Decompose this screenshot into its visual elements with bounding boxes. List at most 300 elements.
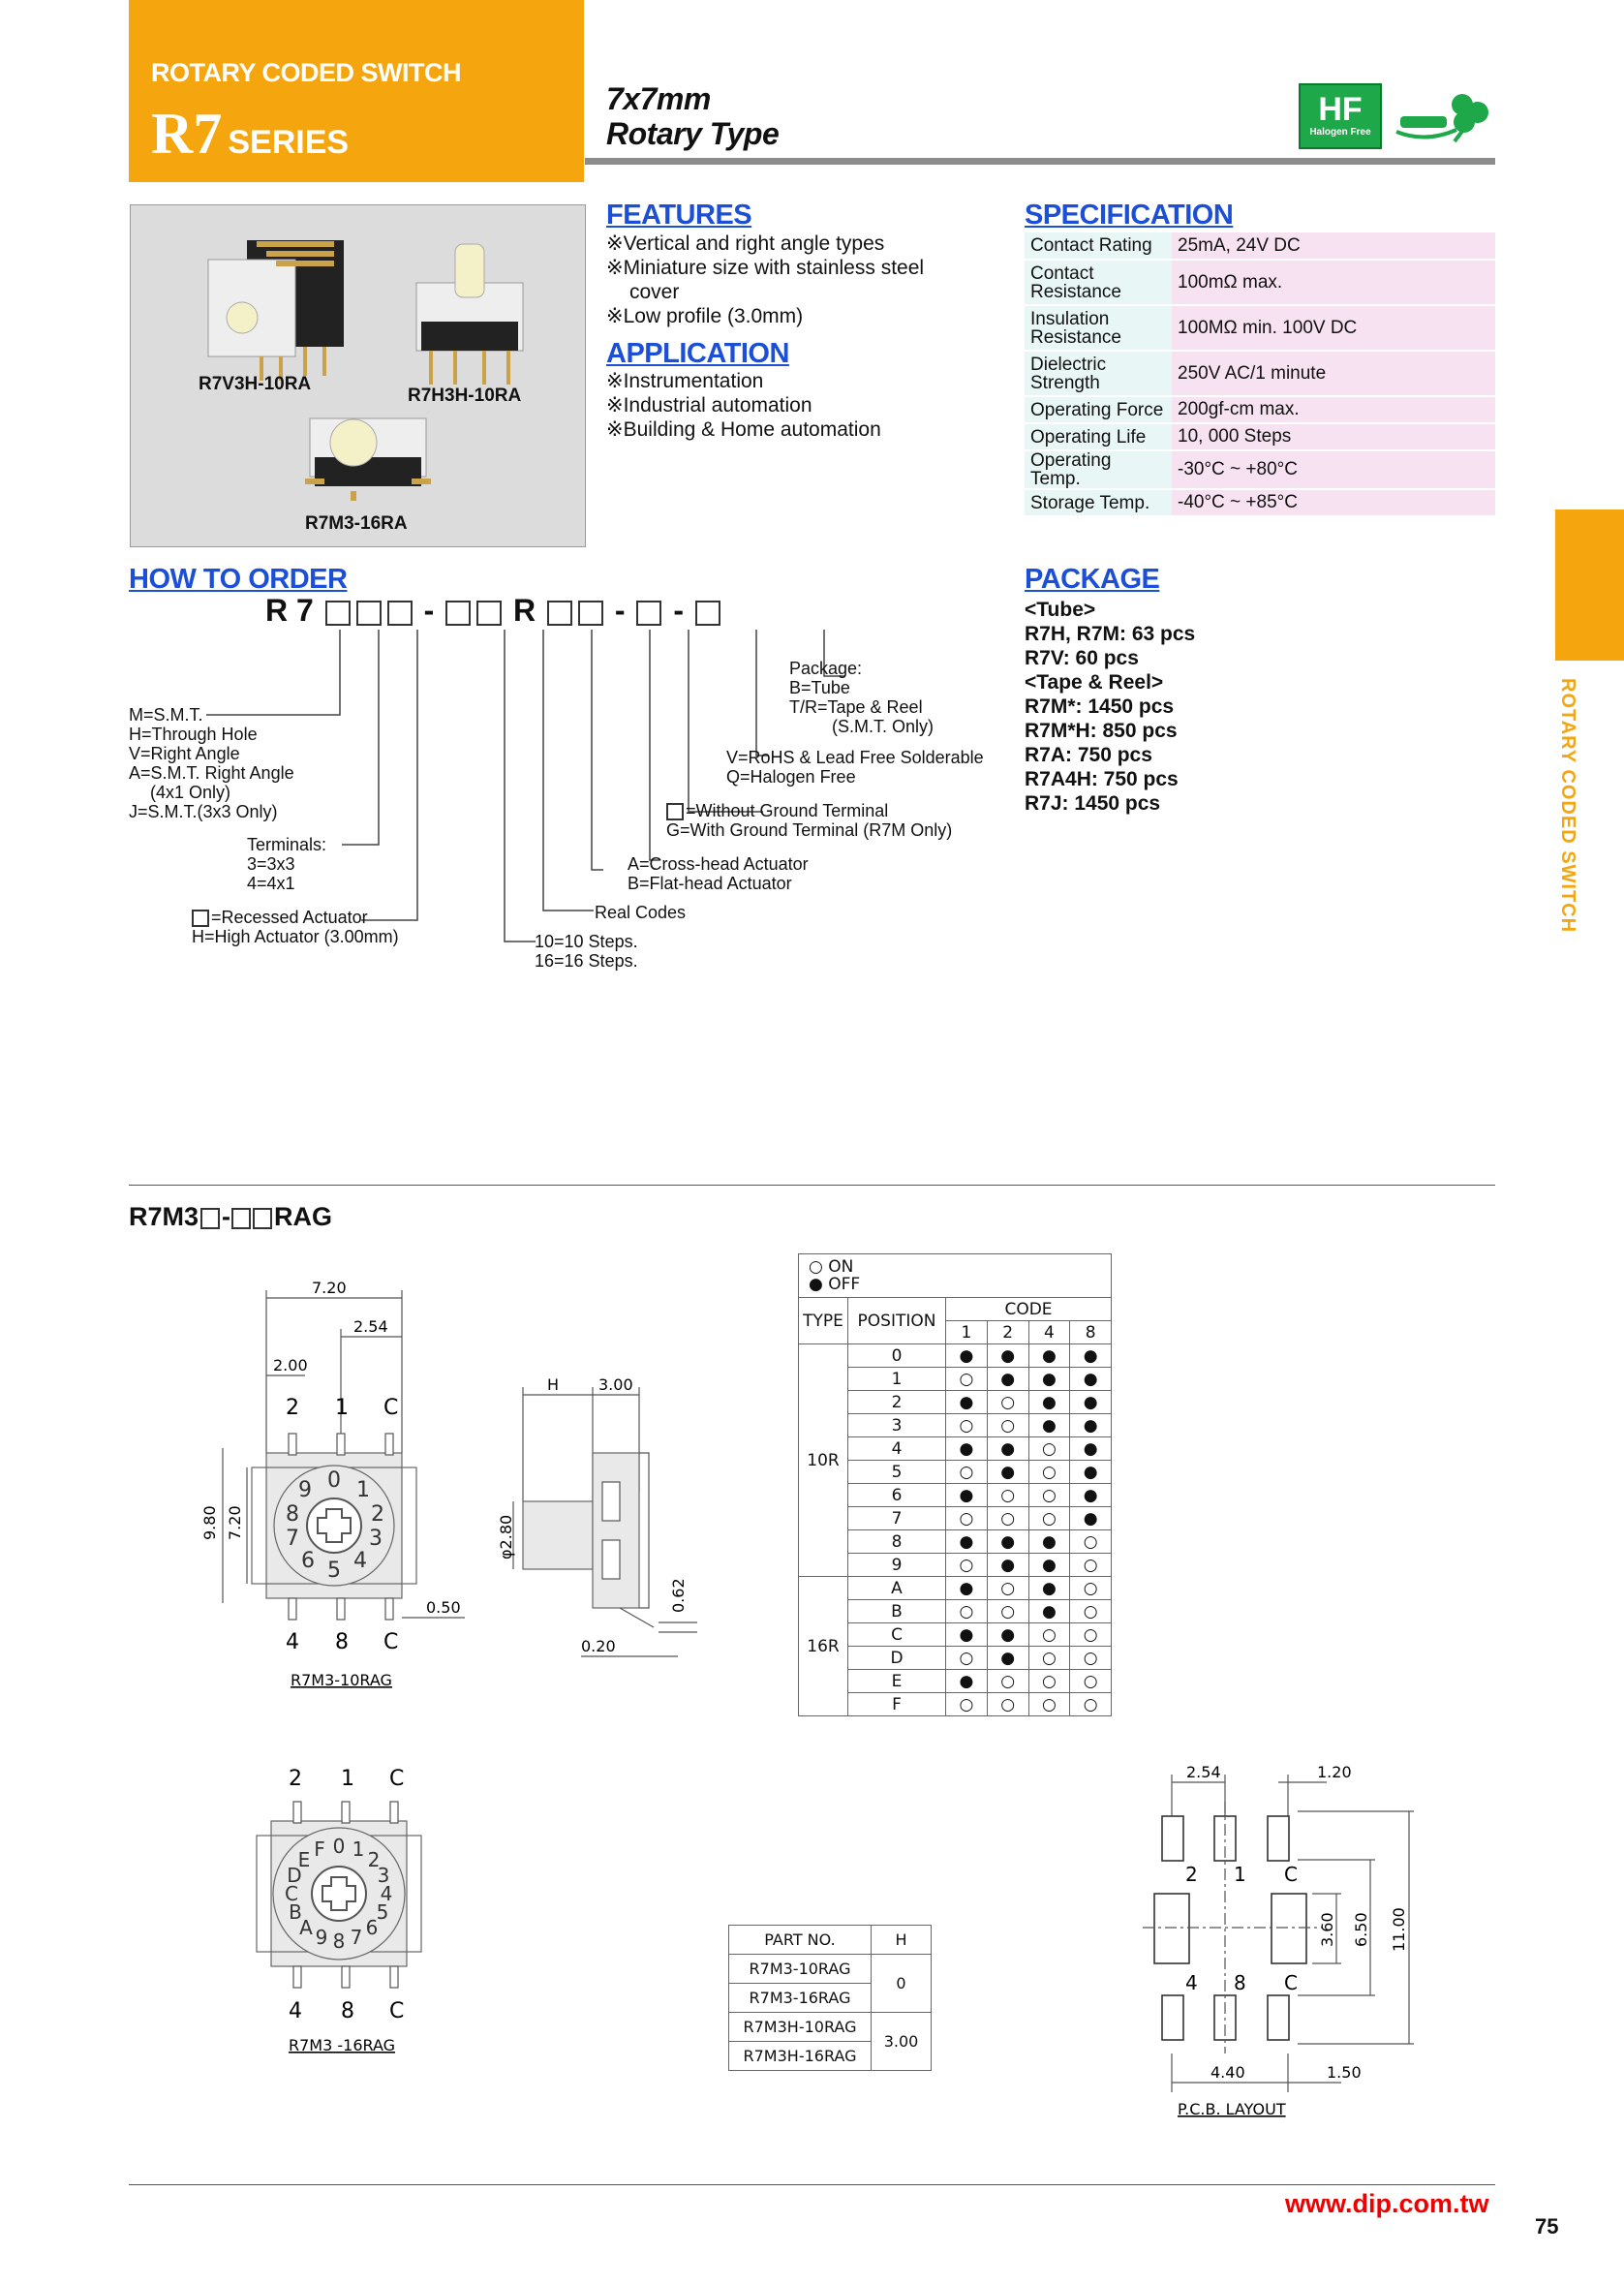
dim-pcb-6-50: 6.50 <box>1352 1912 1370 1947</box>
dim-h: H <box>547 1375 560 1394</box>
code-truth-table <box>798 1253 1112 1716</box>
type-subtitle: Rotary Type <box>606 116 780 151</box>
type-10r: 10R <box>799 1344 848 1577</box>
compliance-options <box>726 748 984 787</box>
order-option: Terminals: <box>247 835 327 854</box>
pcb-layout-drawing <box>1143 1763 1433 2121</box>
code-cell: ○ <box>987 1507 1028 1530</box>
dial-digit: 2 <box>371 1502 384 1527</box>
dim-2-54: 2.54 <box>353 1317 388 1336</box>
blank-box <box>666 803 684 820</box>
spec-value: 250V AC/1 minute <box>1172 351 1495 396</box>
code-cell: ○ <box>1028 1437 1070 1461</box>
pin-label: C <box>383 1396 399 1420</box>
code-cell: ● <box>987 1554 1028 1577</box>
spec-key: Operating Life <box>1025 423 1172 450</box>
blank-box <box>231 1208 251 1229</box>
hf-caption: Halogen Free <box>1309 127 1371 138</box>
spec-value: -30°C ~ +80°C <box>1172 450 1495 489</box>
code-box <box>387 601 413 626</box>
pcb-pin-label: 8 <box>1234 1971 1246 1994</box>
code-cell: ● <box>946 1437 988 1461</box>
table-row <box>799 1344 1112 1368</box>
order-option: T/R=Tape & Reel <box>789 697 923 717</box>
feature-item: ※Low profile (3.0mm) <box>606 305 804 327</box>
side-tab <box>1555 509 1624 661</box>
code-cell: ○ <box>1028 1623 1070 1647</box>
dial-digit: 1 <box>356 1478 370 1502</box>
dial-digit: 8 <box>286 1502 299 1527</box>
pin-label: C <box>389 1999 405 2023</box>
feature-item: ※Miniature size with stainless steel <box>606 257 925 279</box>
code-cell: ○ <box>946 1461 988 1484</box>
feature-item: cover <box>629 281 680 303</box>
package-line: <Tube> <box>1025 599 1096 621</box>
step-options <box>535 932 638 971</box>
code-cell: ● <box>946 1344 988 1368</box>
order-option: 16=16 Steps. <box>535 951 638 971</box>
spec-value: 100mΩ max. <box>1172 260 1495 305</box>
header-position: POSITION <box>848 1298 946 1344</box>
order-option: H=High Actuator (3.00mm) <box>192 927 399 947</box>
code-cell: ● <box>946 1391 988 1414</box>
order-option: G=With Ground Terminal (R7M Only) <box>666 820 953 841</box>
application-heading: APPLICATION <box>606 338 789 369</box>
spec-value: 10, 000 Steps <box>1172 423 1495 450</box>
order-option: V=RoHS & Lead Free Solderable <box>726 748 984 767</box>
features-list <box>606 232 924 328</box>
drawing-label-16: R7M3 -16RAG <box>289 2036 396 2054</box>
code-box <box>547 601 572 626</box>
dim-pcb-4-40: 4.40 <box>1210 2063 1245 2082</box>
order-option: B=Flat-head Actuator <box>628 874 792 893</box>
spec-row <box>1025 423 1495 450</box>
position-cell: F <box>848 1693 946 1716</box>
spec-value: -40°C ~ +85°C <box>1172 489 1495 516</box>
dial-digit: 0 <box>332 1835 346 1858</box>
dial-digit: 1 <box>352 1837 365 1861</box>
blank-box <box>253 1208 272 1229</box>
code-cell: ○ <box>987 1577 1028 1600</box>
code-cell: ○ <box>1070 1530 1112 1554</box>
package-line: R7M*: 1450 pcs <box>1025 695 1175 718</box>
code-cell: ● <box>987 1461 1028 1484</box>
code-cell: ● <box>1028 1600 1070 1623</box>
pin-label: 1 <box>341 1767 354 1791</box>
order-option: 3=3x3 <box>247 854 295 874</box>
bit-header: 1 <box>946 1321 988 1344</box>
dim-pcb-1-20: 1.20 <box>1317 1763 1352 1781</box>
pcb-pin-label: C <box>1284 1863 1298 1886</box>
position-cell: 0 <box>848 1344 946 1368</box>
code-cell: ○ <box>1028 1507 1070 1530</box>
header-rule <box>585 158 1495 165</box>
order-option-text: =Recessed Actuator <box>211 908 368 927</box>
dial-digit: 8 <box>332 1930 346 1953</box>
code-cell: ● <box>1070 1368 1112 1391</box>
dial-digit: D <box>287 1864 302 1887</box>
spec-value: 100MΩ min. 100V DC <box>1172 305 1495 351</box>
bit-header: 8 <box>1070 1321 1112 1344</box>
order-dash: - <box>614 593 626 628</box>
bit-header: 4 <box>1028 1321 1070 1344</box>
code-cell: ● <box>1070 1437 1112 1461</box>
position-cell: A <box>848 1577 946 1600</box>
pcb-pin-label: C <box>1284 1971 1298 1994</box>
dial-digit: A <box>299 1916 313 1939</box>
header-h: H <box>872 1926 932 1955</box>
dim-9-80: 9.80 <box>200 1505 219 1540</box>
part-cell: R7M3-10RAG <box>729 1955 872 1984</box>
real-codes-option: Real Codes <box>595 903 687 922</box>
blank-box <box>200 1208 220 1229</box>
header-type: TYPE <box>799 1298 848 1344</box>
pin-label: 2 <box>289 1767 302 1791</box>
code-cell: ● <box>1028 1414 1070 1437</box>
package-heading: PACKAGE <box>1025 564 1160 595</box>
features-heading: FEATURES <box>606 200 752 231</box>
dim-0-50: 0.50 <box>426 1598 461 1617</box>
code-cell: ○ <box>946 1507 988 1530</box>
code-box <box>445 601 471 626</box>
order-option: 4=4x1 <box>247 874 295 893</box>
position-cell: 9 <box>848 1554 946 1577</box>
dial-digit: 3 <box>377 1864 390 1887</box>
how-to-order-heading: HOW TO ORDER <box>129 564 348 595</box>
application-item: ※Building & Home automation <box>606 418 881 441</box>
spec-row <box>1025 351 1495 396</box>
package-line: R7V: 60 pcs <box>1025 647 1139 669</box>
order-option: B=Tube <box>789 678 850 697</box>
pcb-layout-label: P.C.B. LAYOUT <box>1178 2100 1286 2118</box>
header-code: CODE <box>946 1298 1112 1321</box>
pin-label: C <box>389 1767 405 1791</box>
dial-digit: 6 <box>301 1549 315 1573</box>
pcb-pin-label: 4 <box>1185 1971 1198 1994</box>
dim-7-20: 7.20 <box>312 1279 347 1297</box>
dim-3-00: 3.00 <box>598 1375 633 1394</box>
mount-type-options <box>129 705 294 821</box>
series-code: R7 <box>151 102 223 166</box>
code-cell: ● <box>987 1437 1028 1461</box>
code-box <box>695 601 720 626</box>
position-cell: 3 <box>848 1414 946 1437</box>
dial-digit: 3 <box>369 1527 383 1551</box>
order-option: J=S.M.T.(3x3 Only) <box>129 802 278 821</box>
code-cell: ○ <box>1028 1461 1070 1484</box>
product-photo-panel <box>130 204 586 547</box>
spec-key: Contact Resistance <box>1025 260 1172 305</box>
package-options <box>789 659 934 736</box>
code-cell: ○ <box>1028 1484 1070 1507</box>
dial-digit: 7 <box>286 1527 299 1551</box>
code-cell: ○ <box>1070 1600 1112 1623</box>
order-option: 10=10 Steps. <box>535 932 638 951</box>
footer-divider <box>129 2184 1495 2185</box>
dial-digit: 5 <box>327 1559 341 1583</box>
pin-label: 2 <box>286 1396 299 1420</box>
order-dash: - <box>423 593 435 628</box>
website-link[interactable]: www.dip.com.tw <box>1285 2189 1489 2218</box>
code-cell: ○ <box>987 1391 1028 1414</box>
dim-pcb-3-60: 3.60 <box>1318 1912 1336 1947</box>
pcb-pin-label: 1 <box>1234 1863 1246 1886</box>
page-number: 75 <box>1535 2214 1559 2239</box>
dial-digit: F <box>314 1837 325 1861</box>
code-cell: ○ <box>946 1368 988 1391</box>
dim-0-62: 0.62 <box>669 1578 688 1613</box>
type-16r: 16R <box>799 1577 848 1716</box>
header-part-no: PART NO. <box>729 1926 872 1955</box>
code-cell: ● <box>1028 1391 1070 1414</box>
pin-label: 1 <box>335 1396 349 1420</box>
h-value: 3.00 <box>872 2013 932 2071</box>
order-option: V=Right Angle <box>129 744 240 763</box>
code-cell: ○ <box>946 1554 988 1577</box>
r7h3h-switch-image <box>402 234 547 389</box>
package-line: R7H, R7M: 63 pcs <box>1025 623 1196 645</box>
bit-header: 2 <box>987 1321 1028 1344</box>
position-cell: 6 <box>848 1484 946 1507</box>
part-cell: R7M3H-16RAG <box>729 2042 872 2071</box>
code-cell: ● <box>1028 1554 1070 1577</box>
code-cell: ● <box>1070 1391 1112 1414</box>
spec-key: Storage Temp. <box>1025 489 1172 516</box>
code-cell: ○ <box>987 1414 1028 1437</box>
code-cell: ● <box>987 1623 1028 1647</box>
code-cell: ● <box>1028 1577 1070 1600</box>
order-prefix: R 7 <box>265 593 314 628</box>
r7m3-switch-image <box>295 399 441 506</box>
dim-pcb-1-50: 1.50 <box>1327 2063 1362 2082</box>
spec-row <box>1025 260 1495 305</box>
spec-value: 200gf-cm max. <box>1172 396 1495 423</box>
actuator-height-options <box>192 908 399 946</box>
code-cell: ● <box>946 1484 988 1507</box>
code-cell: ● <box>987 1368 1028 1391</box>
code-cell: ○ <box>1070 1554 1112 1577</box>
dial-digit: C <box>285 1882 298 1905</box>
table-row <box>799 1577 1112 1600</box>
code-box <box>636 601 661 626</box>
specification-heading: SPECIFICATION <box>1025 200 1234 231</box>
spec-key: Operating Temp. <box>1025 450 1172 489</box>
spec-value: 25mA, 24V DC <box>1172 232 1495 260</box>
order-option-text: =Without Ground Terminal <box>686 801 889 820</box>
code-cell: ● <box>1070 1461 1112 1484</box>
photo-label-r7v3h: R7V3H-10RA <box>199 374 312 394</box>
actuator-type-options <box>628 854 809 893</box>
spec-row <box>1025 489 1495 516</box>
top-view-10-drawing <box>194 1279 484 1705</box>
package-line: R7J: 1450 pcs <box>1025 792 1161 815</box>
code-legend <box>799 1254 1112 1298</box>
dial-digit: 9 <box>315 1926 328 1949</box>
order-option <box>666 801 952 820</box>
position-cell: 7 <box>848 1507 946 1530</box>
photo-label-r7m3: R7M3-16RA <box>305 513 408 534</box>
spec-key: Dielectric Strength <box>1025 351 1172 396</box>
order-option: Q=Halogen Free <box>726 767 856 787</box>
dim-pcb-11-00: 11.00 <box>1390 1907 1408 1952</box>
package-list <box>1025 598 1195 816</box>
terminal-options <box>247 835 326 893</box>
order-option: Package: <box>789 659 863 678</box>
code-cell: ○ <box>1028 1647 1070 1670</box>
order-r: R <box>513 593 536 628</box>
blank-box <box>192 910 209 927</box>
code-cell: ○ <box>1070 1693 1112 1716</box>
package-line: R7A: 750 pcs <box>1025 744 1152 766</box>
size-subtitle: 7x7mm <box>606 81 711 116</box>
series-title <box>151 101 349 168</box>
pin-label: 4 <box>289 1999 302 2023</box>
dial-digit: 4 <box>380 1882 393 1905</box>
dial-digit: 2 <box>367 1848 381 1871</box>
order-option: A=S.M.T. Right Angle <box>129 763 294 783</box>
code-cell: ○ <box>1028 1670 1070 1693</box>
pin-label: C <box>383 1630 399 1654</box>
code-cell: ○ <box>987 1484 1028 1507</box>
dim-2-00: 2.00 <box>273 1356 308 1374</box>
table-row <box>729 1955 932 1984</box>
order-option <box>192 908 399 927</box>
code-cell: ● <box>987 1530 1028 1554</box>
dial-digit: 7 <box>350 1926 363 1949</box>
side-view-drawing <box>497 1375 697 1666</box>
package-line: <Tape & Reel> <box>1025 671 1164 694</box>
code-cell: ○ <box>946 1600 988 1623</box>
position-cell: E <box>848 1670 946 1693</box>
code-box <box>356 601 382 626</box>
ground-options <box>666 801 952 840</box>
code-cell: ○ <box>1070 1623 1112 1647</box>
order-option: A=Cross-head Actuator <box>628 854 809 874</box>
table-row <box>729 2013 932 2042</box>
part-number-table <box>728 1925 932 2071</box>
dial-digit: 5 <box>376 1900 389 1924</box>
order-option: (4x1 Only) <box>150 783 231 802</box>
drawing-label-10: R7M3-10RAG <box>291 1671 392 1689</box>
code-cell: ○ <box>1028 1693 1070 1716</box>
dim-7-20-v: 7.20 <box>226 1505 244 1540</box>
part-cell: R7M3H-10RAG <box>729 2013 872 2042</box>
spec-row <box>1025 450 1495 489</box>
spec-row <box>1025 305 1495 351</box>
specification-table <box>1025 232 1495 517</box>
code-cell: ○ <box>946 1647 988 1670</box>
spec-row <box>1025 232 1495 260</box>
clover-eco-logo <box>1387 87 1493 147</box>
section-divider <box>129 1185 1495 1186</box>
position-cell: D <box>848 1647 946 1670</box>
order-dash: - <box>673 593 684 628</box>
halogen-free-logo <box>1299 83 1382 149</box>
code-cell: ● <box>946 1530 988 1554</box>
spec-row <box>1025 396 1495 423</box>
part-cell: R7M3-16RAG <box>729 1984 872 2013</box>
code-cell: ● <box>1070 1414 1112 1437</box>
code-cell: ○ <box>987 1600 1028 1623</box>
position-cell: 1 <box>848 1368 946 1391</box>
package-line: R7A4H: 750 pcs <box>1025 768 1179 790</box>
application-list <box>606 369 881 442</box>
position-cell: B <box>848 1600 946 1623</box>
pcb-pin-label: 2 <box>1185 1863 1198 1886</box>
application-item: ※Instrumentation <box>606 370 764 392</box>
code-cell: ● <box>1070 1344 1112 1368</box>
code-box <box>325 601 351 626</box>
dial-digit: E <box>297 1848 311 1871</box>
application-item: ※Industrial automation <box>606 394 812 417</box>
top-view-16-drawing <box>242 1758 455 2068</box>
code-cell: ○ <box>946 1693 988 1716</box>
drawing-heading-post: RAG <box>274 1202 333 1231</box>
code-cell: ● <box>987 1344 1028 1368</box>
legend-on: ○ ON <box>809 1257 854 1277</box>
code-cell: ● <box>1070 1507 1112 1530</box>
code-cell: ○ <box>987 1693 1028 1716</box>
position-cell: 4 <box>848 1437 946 1461</box>
position-cell: 8 <box>848 1530 946 1554</box>
h-value: 0 <box>872 1955 932 2013</box>
order-option: H=Through Hole <box>129 725 258 744</box>
dial-digit: 9 <box>298 1478 312 1502</box>
legend-off: ● OFF <box>809 1275 861 1294</box>
dim-0-20: 0.20 <box>581 1637 616 1655</box>
drawing-heading-mid: - <box>222 1202 231 1231</box>
drawing-heading-pre: R7M3 <box>129 1202 199 1231</box>
dim-pcb-2-54: 2.54 <box>1186 1763 1221 1781</box>
code-cell: ● <box>946 1623 988 1647</box>
dial-digit: 4 <box>353 1549 367 1573</box>
package-line: R7M*H: 850 pcs <box>1025 720 1178 742</box>
category-title: ROTARY CODED SWITCH <box>151 58 461 87</box>
pin-label: 8 <box>341 1999 354 2023</box>
pin-label: 8 <box>335 1630 349 1654</box>
code-cell: ● <box>1028 1344 1070 1368</box>
spec-key: Insulation Resistance <box>1025 305 1172 351</box>
feature-item: ※Vertical and right angle types <box>606 232 885 255</box>
series-word: SERIES <box>228 124 350 161</box>
code-cell: ○ <box>1070 1670 1112 1693</box>
code-cell: ○ <box>1070 1647 1112 1670</box>
order-option: M=S.M.T. <box>129 705 203 725</box>
photo-label-r7h3h: R7H3H-10RA <box>408 386 522 406</box>
code-cell: ○ <box>987 1670 1028 1693</box>
r7v3h-switch-image <box>189 221 363 386</box>
code-cell: ● <box>946 1577 988 1600</box>
side-tab-label: ROTARY CODED SWITCH <box>1557 678 1578 934</box>
code-box <box>476 601 502 626</box>
drawing-heading <box>129 1202 332 1232</box>
dial-digit: 0 <box>327 1468 341 1493</box>
dial-digit: 6 <box>365 1916 379 1939</box>
dial-digit: B <box>289 1900 302 1924</box>
position-cell: C <box>848 1623 946 1647</box>
position-cell: 2 <box>848 1391 946 1414</box>
hf-mark: HF <box>1318 91 1363 128</box>
order-code-template <box>265 593 723 629</box>
code-cell: ● <box>1028 1368 1070 1391</box>
spec-key: Contact Rating <box>1025 232 1172 260</box>
code-box <box>578 601 603 626</box>
code-cell: ● <box>946 1670 988 1693</box>
dim-phi-2-80: φ2.80 <box>497 1514 515 1559</box>
code-cell: ● <box>987 1647 1028 1670</box>
position-cell: 5 <box>848 1461 946 1484</box>
spec-key: Operating Force <box>1025 396 1172 423</box>
